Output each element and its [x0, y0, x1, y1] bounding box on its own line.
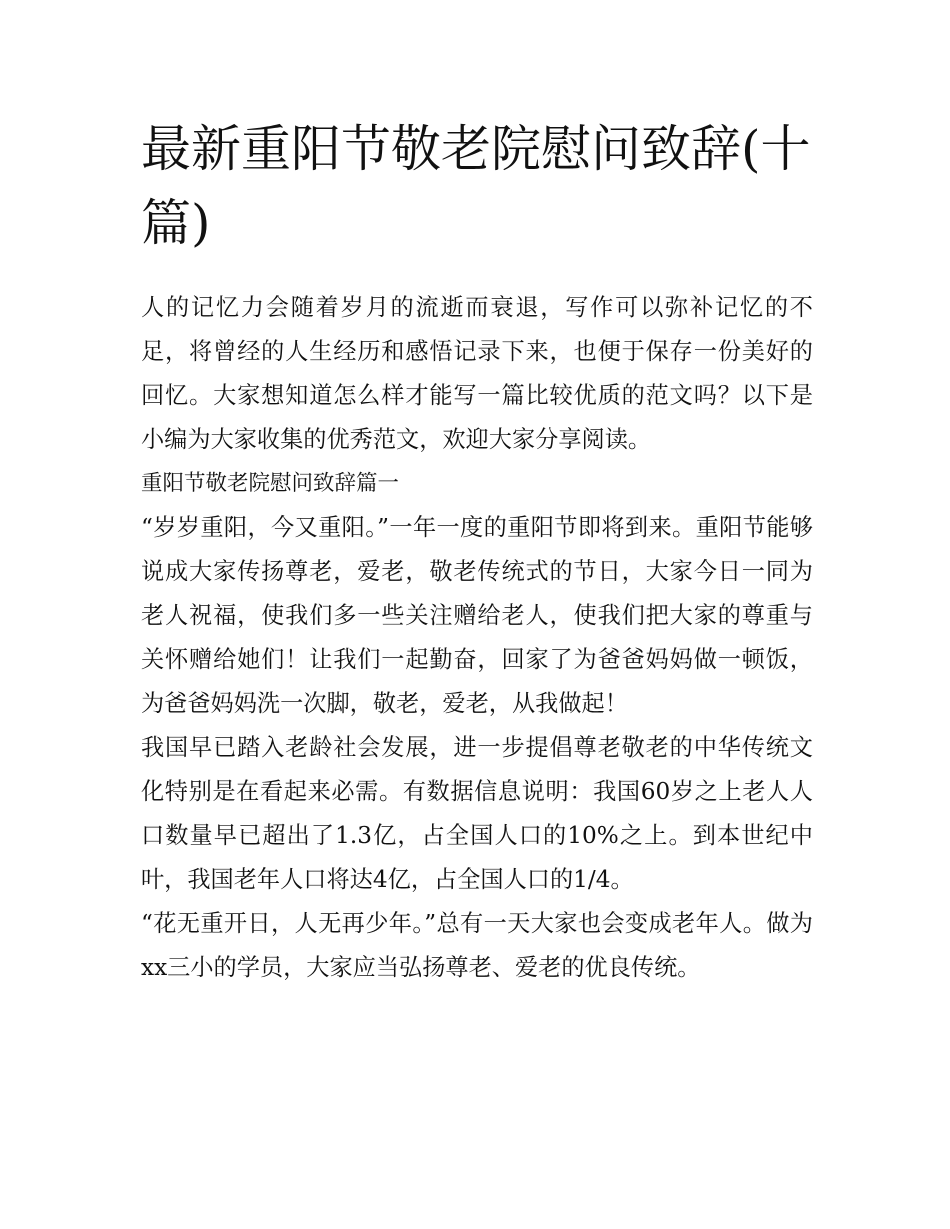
section-heading: 重阳节敬老院慰问致辞篇一	[141, 471, 400, 496]
body-paragraph: 我国早已踏入老龄社会发展，进一步提倡尊老敬老的中华传统文化特别是在看起来必需。有数据信息说明：我国60岁之上老人人口数量早已超出了1.3亿，占全国人口的10%之上。到本世纪中叶，我国老年人口将达4亿，占全国人口的1/4。	[141, 734, 813, 893]
intro-paragraph: 人的记忆力会随着岁月的流逝而衰退，写作可以弥补记忆的不足，将曾经的人生经历和感悟记录下来，也便于保存一份美好的回忆。大家想知道怎么样才能写一篇比较优质的范文吗？以下是小编为大家收集的优秀范文，欢迎大家分享阅读。	[141, 294, 813, 453]
body-paragraph: “岁岁重阳，今又重阳。”一年一度的重阳节即将到来。重阳节能够说成大家传扬尊老，爱老，敬老传统式的节日，大家今日一同为老人祝福，使我们多一些关注赠给老人，使我们把大家的尊重与关怀赠给她们！让我们一起勤奋，回家了为爸爸妈妈做一顿饭，为爸爸妈妈洗一次脚，敬老，爱老，从我做起！	[141, 514, 813, 717]
document-body	[141, 112, 813, 990]
body-paragraph: “花无重开日，人无再少年。”总有一天大家也会变成老年人。做为xx三小的学员，大家应当弘扬尊老、爱老的优良传统。	[141, 910, 813, 981]
document-title: 最新重阳节敬老院慰问致辞(十篇)	[141, 120, 811, 252]
